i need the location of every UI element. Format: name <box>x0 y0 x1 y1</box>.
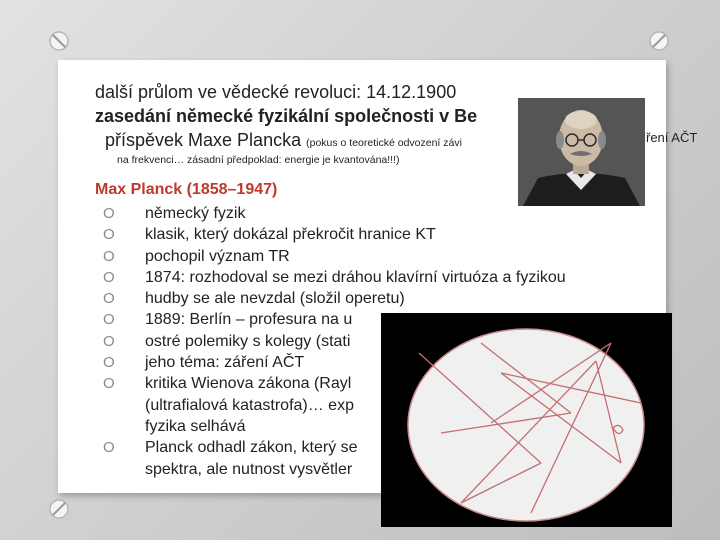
pin-icon <box>48 30 70 52</box>
list-item-continuation: spektra, ale nutnost vysvětler <box>145 460 353 478</box>
header-line-contribution <box>105 130 462 151</box>
bullet-marker: O <box>103 311 115 329</box>
header-line-tail: ření AČT <box>646 130 698 145</box>
list-item-text: pochopil význam TR <box>145 247 290 265</box>
header-line-date: další průlom ve vědecké revoluci: 14.12.1900 <box>95 82 457 102</box>
bullet-marker: O <box>103 332 115 350</box>
header-line-meeting: zasedání německé fyzikální společnosti v Be <box>95 106 478 126</box>
list-item <box>95 267 566 288</box>
bullet-marker: O <box>103 268 115 286</box>
list-item-text: ostré polemiky s kolegy (stati <box>145 332 351 350</box>
bullet-marker: O <box>103 247 115 265</box>
list-item <box>95 224 566 245</box>
contribution-note: (pokus o teoretické odvození závi <box>306 137 462 149</box>
bullet-marker: O <box>103 226 115 244</box>
list-item <box>95 288 566 309</box>
list-item <box>95 203 566 224</box>
pin-icon <box>48 498 70 520</box>
bullet-marker: O <box>103 205 115 222</box>
bullet-marker: O <box>103 290 115 308</box>
portrait-photo <box>518 98 645 206</box>
bullet-marker: O <box>103 354 115 372</box>
list-item <box>95 246 566 267</box>
list-item-text: jeho téma: záření AČT <box>145 354 305 372</box>
list-item-text: německý fyzik <box>145 205 246 222</box>
contribution-title: příspěvek Maxe Plancka <box>105 130 302 150</box>
header-line-note: na frekvenci… zásadní předpoklad: energie je kvantována!!!) <box>117 154 400 166</box>
list-item-text: 1889: Berlín – profesura na u <box>145 311 353 329</box>
list-item-text: klasik, který dokázal překročit hranice KT <box>145 226 436 244</box>
pin-icon <box>648 30 670 52</box>
list-item-text: hudby se ale nevzdal (složil operetu) <box>145 290 405 308</box>
list-item-continuation: (ultrafialová katastrofa)… exp <box>145 396 354 414</box>
bullet-marker: O <box>103 375 115 393</box>
list-item-continuation: fyzika selhává <box>145 417 246 435</box>
cavity-diagram <box>381 313 672 527</box>
bullet-marker: O <box>103 439 115 457</box>
list-item-text: kritika Wienova zákona (Rayl <box>145 375 352 393</box>
list-item-text: Planck odhadl zákon, který se <box>145 439 358 457</box>
list-item-text: 1874: rozhodoval se mezi dráhou klavírní virtuóza a fyzikou <box>145 268 566 286</box>
section-title: Max Planck (1858–1947) <box>95 181 278 198</box>
